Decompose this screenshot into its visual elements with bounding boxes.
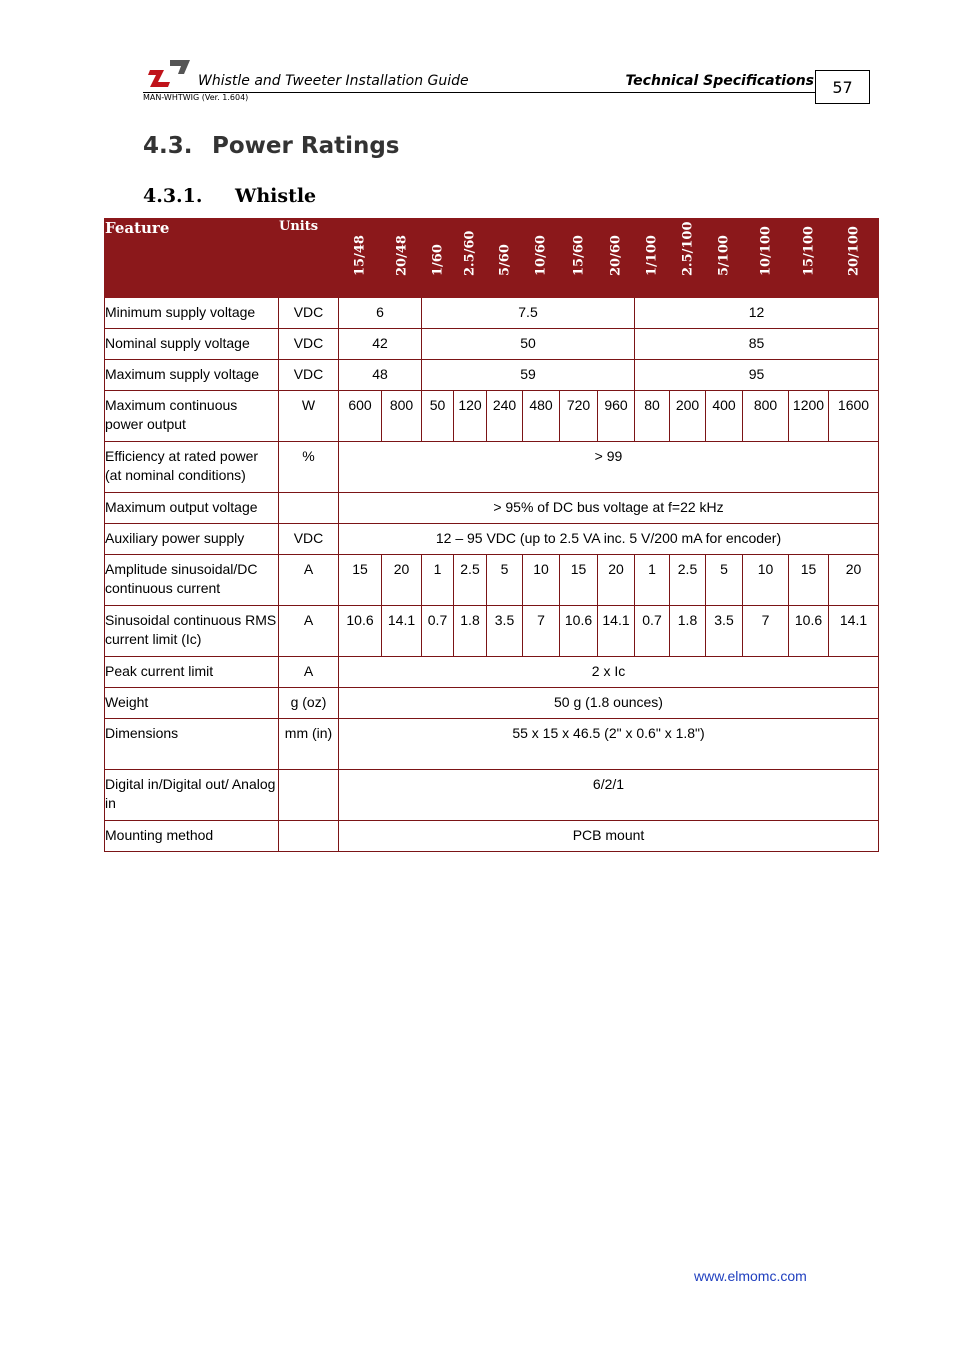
table-row — [105, 391, 879, 442]
value-cell: 120 — [454, 391, 487, 442]
model-label: 5/60 — [497, 244, 512, 276]
value-cell: 15 — [339, 555, 382, 606]
column-header-model — [560, 219, 598, 298]
value-cell: 14.1 — [829, 606, 879, 657]
heading-whistle — [143, 185, 316, 207]
units-cell: A — [279, 657, 339, 688]
model-label: 15/60 — [571, 235, 586, 276]
column-header-units: Units — [279, 219, 339, 298]
feature-cell: Auxiliary power supply — [105, 524, 279, 555]
value-cell: 10.6 — [789, 606, 829, 657]
value-cell: 2.5 — [454, 555, 487, 606]
model-label: 1/60 — [430, 244, 445, 276]
table-row — [105, 555, 879, 606]
table-row — [105, 688, 879, 719]
value-cell: 2.5 — [670, 555, 706, 606]
units-cell: W — [279, 391, 339, 442]
value-cell: 1200 — [789, 391, 829, 442]
value-cell: 7.5 — [422, 298, 635, 329]
value-cell: 1 — [422, 555, 454, 606]
model-label: 5/100 — [716, 235, 732, 276]
value-cell: 10 — [743, 555, 789, 606]
value-cell: 15 — [789, 555, 829, 606]
value-cell: 42 — [339, 329, 422, 360]
feature-cell: Nominal supply voltage — [105, 329, 279, 360]
column-header-model — [382, 219, 422, 298]
value-cell: 3.5 — [487, 606, 523, 657]
column-header-feature: Feature — [105, 219, 279, 298]
heading-power-ratings — [143, 133, 400, 159]
value-cell: 14.1 — [382, 606, 422, 657]
value-cell: 15 — [560, 555, 598, 606]
value-cell: 10.6 — [560, 606, 598, 657]
table-row — [105, 493, 879, 524]
value-cell: 5 — [487, 555, 523, 606]
column-header-model — [789, 219, 829, 298]
elmo-logo-icon — [148, 58, 190, 88]
value-cell: 800 — [743, 391, 789, 442]
value-cell: 6 — [339, 298, 422, 329]
units-cell — [279, 770, 339, 821]
value-cell: 480 — [523, 391, 560, 442]
value-cell: 0.7 — [422, 606, 454, 657]
units-cell: A — [279, 555, 339, 606]
value-cell: 800 — [382, 391, 422, 442]
power-ratings-table — [104, 218, 879, 852]
subheading-text: Whistle — [235, 185, 317, 207]
table-row — [105, 606, 879, 657]
units-cell: VDC — [279, 360, 339, 391]
table-row — [105, 360, 879, 391]
heading-number: 4.3. — [143, 133, 193, 159]
value-cell: 2 x Ic — [339, 657, 879, 688]
value-cell: 10 — [523, 555, 560, 606]
value-cell: > 95% of DC bus voltage at f=22 kHz — [339, 493, 879, 524]
model-label: 20/100 — [846, 226, 861, 276]
value-cell: 12 – 95 VDC (up to 2.5 VA inc. 5 V/200 mA for encoder) — [339, 524, 879, 555]
feature-cell: Digital in/Digital out/ Analog in — [105, 770, 279, 821]
value-cell: 3.5 — [706, 606, 743, 657]
table-row — [105, 442, 879, 493]
table-row — [105, 821, 879, 852]
model-label: 10/100 — [758, 226, 773, 276]
feature-cell: Peak current limit — [105, 657, 279, 688]
value-cell: > 99 — [339, 442, 879, 493]
feature-cell: Minimum supply voltage — [105, 298, 279, 329]
value-cell: 6/2/1 — [339, 770, 879, 821]
heading-text: Power Ratings — [212, 133, 400, 159]
column-header-model — [670, 219, 706, 298]
value-cell: 720 — [560, 391, 598, 442]
table-row — [105, 329, 879, 360]
value-cell: 1 — [635, 555, 670, 606]
value-cell: 48 — [339, 360, 422, 391]
model-label: 2.5/60 — [462, 230, 478, 276]
units-cell — [279, 821, 339, 852]
value-cell: 600 — [339, 391, 382, 442]
value-cell: 20 — [382, 555, 422, 606]
units-cell: A — [279, 606, 339, 657]
model-label: 10/60 — [533, 235, 549, 276]
page-number: 57 — [815, 70, 870, 104]
value-cell: 5 — [706, 555, 743, 606]
value-cell: 1.8 — [670, 606, 706, 657]
value-cell: 400 — [706, 391, 743, 442]
value-cell: PCB mount — [339, 821, 879, 852]
value-cell: 50 — [422, 329, 635, 360]
column-header-model — [706, 219, 743, 298]
value-cell: 960 — [598, 391, 635, 442]
column-header-model — [422, 219, 454, 298]
document-version: MAN-WHTWIG (Ver. 1.604) — [143, 93, 249, 102]
units-cell: mm (in) — [279, 719, 339, 770]
column-header-model — [635, 219, 670, 298]
value-cell: 7 — [743, 606, 789, 657]
value-cell: 50 g (1.8 ounces) — [339, 688, 879, 719]
feature-cell: Efficiency at rated power (at nominal conditions) — [105, 442, 279, 493]
value-cell: 59 — [422, 360, 635, 391]
model-label: 15/48 — [352, 235, 368, 276]
table-header-row — [105, 219, 879, 298]
table-row — [105, 657, 879, 688]
table-row — [105, 298, 879, 329]
feature-cell: Weight — [105, 688, 279, 719]
units-cell: VDC — [279, 524, 339, 555]
model-label: 15/100 — [801, 226, 816, 276]
value-cell: 7 — [523, 606, 560, 657]
column-header-model — [454, 219, 487, 298]
value-cell: 1.8 — [454, 606, 487, 657]
column-header-model — [829, 219, 879, 298]
footer-website-link[interactable]: www.elmomc.com — [694, 1268, 807, 1284]
value-cell: 0.7 — [635, 606, 670, 657]
table-row — [105, 770, 879, 821]
value-cell: 12 — [635, 298, 879, 329]
table-row — [105, 719, 879, 770]
value-cell: 200 — [670, 391, 706, 442]
document-title: Whistle and Tweeter Installation Guide — [198, 73, 469, 89]
section-title: Technical Specifications — [625, 73, 814, 89]
value-cell: 20 — [598, 555, 635, 606]
column-header-model — [487, 219, 523, 298]
model-label: 1/100 — [644, 235, 660, 276]
column-header-model — [339, 219, 382, 298]
feature-cell: Sinusoidal continuous RMS current limit (Ic) — [105, 606, 279, 657]
feature-cell: Maximum supply voltage — [105, 360, 279, 391]
units-cell: g (oz) — [279, 688, 339, 719]
value-cell: 1600 — [829, 391, 879, 442]
value-cell: 55 x 15 x 46.5 (2" x 0.6" x 1.8") — [339, 719, 879, 770]
model-label: 20/48 — [394, 235, 409, 276]
feature-cell: Amplitude sinusoidal/DC continuous current — [105, 555, 279, 606]
value-cell: 10.6 — [339, 606, 382, 657]
value-cell: 80 — [635, 391, 670, 442]
table-row — [105, 524, 879, 555]
value-cell: 20 — [829, 555, 879, 606]
column-header-model — [743, 219, 789, 298]
feature-cell: Mounting method — [105, 821, 279, 852]
subheading-number: 4.3.1. — [143, 185, 203, 207]
feature-cell: Dimensions — [105, 719, 279, 770]
units-cell: VDC — [279, 329, 339, 360]
units-cell: % — [279, 442, 339, 493]
value-cell: 50 — [422, 391, 454, 442]
value-cell: 14.1 — [598, 606, 635, 657]
model-label: 20/60 — [608, 235, 624, 276]
column-header-model — [523, 219, 560, 298]
units-cell: VDC — [279, 298, 339, 329]
feature-cell: Maximum continuous power output — [105, 391, 279, 442]
model-label: 2.5/100 — [680, 221, 695, 276]
units-cell — [279, 493, 339, 524]
column-header-model — [598, 219, 635, 298]
value-cell: 85 — [635, 329, 879, 360]
feature-cell: Maximum output voltage — [105, 493, 279, 524]
value-cell: 240 — [487, 391, 523, 442]
value-cell: 95 — [635, 360, 879, 391]
